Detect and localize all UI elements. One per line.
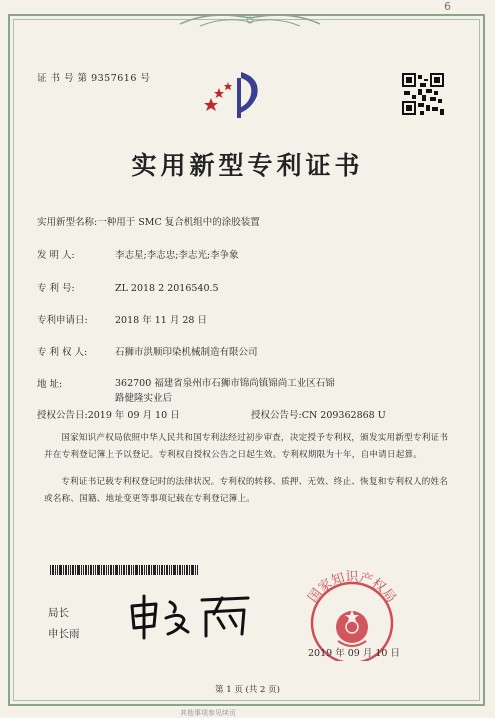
address-label: 地 址: — [37, 379, 63, 390]
top-ornament-icon — [170, 8, 330, 32]
patent-number-label: 专 利 号: — [37, 283, 75, 294]
handwritten-signature-icon — [126, 592, 256, 642]
director-title: 局长 — [48, 607, 69, 619]
inventor-row — [37, 247, 239, 261]
grant-date-label: 授权公告日: — [37, 410, 88, 421]
grant-number-label: 授权公告号: — [251, 410, 302, 421]
handwritten-page-number: 6 — [444, 0, 451, 13]
filing-date-row — [37, 312, 207, 326]
page-indicator: 第 1 页 (共 2 页) — [215, 685, 280, 695]
patent-number-row — [37, 280, 219, 294]
address-row — [37, 376, 335, 406]
address-value: 362700 福建省泉州市石狮市锦尚镇锦尚工业区石锦路健隆实业后 — [115, 378, 335, 404]
patentee-row — [37, 344, 258, 358]
grant-date-row — [37, 407, 180, 421]
utility-name-row — [37, 214, 260, 228]
seal-date: 2019 年 09 月 10 日 — [308, 648, 400, 659]
utility-name-value: 一种用于 SMC 复合机组中的涂胶装置 — [97, 217, 260, 228]
inventor-value: 李志星;李志忠;李志光;李争象 — [115, 250, 239, 261]
body-paragraph-1: 国家知识产权局依照中华人民共和国专利法经过初步审查，决定授予专利权，颁发实用新型专利证书并在专利登记簿上予以登记。专利权自授权公告之日起生效。专利权期限为十年，自申请日起算。 — [44, 433, 449, 460]
body-paragraph-2: 专利证书记载专利权登记时的法律状况。专利权的转移、质押、无效、终止、恢复和专利权人的姓名或名称、国籍、地址变更等事项记载在专利登记簿上。 — [44, 477, 449, 504]
inventor-label: 发 明 人: — [37, 250, 75, 261]
certificate-number: 证 书 号 第 9357616 号 — [37, 73, 151, 84]
svg-text:国家知识产权局: 国家知识产权局 — [305, 570, 399, 606]
director-name: 申长雨 — [48, 628, 80, 640]
continuation-note: 其他事项参见续页 — [180, 709, 236, 717]
grant-date-value: 2019 年 09 月 10 日 — [87, 410, 180, 421]
page-title: 实用新型专利证书 — [131, 151, 364, 180]
utility-name-label: 实用新型名称: — [37, 217, 98, 228]
grant-number-row — [251, 407, 386, 421]
patentee-label: 专 利 权 人: — [37, 347, 88, 358]
barcode-icon — [50, 565, 198, 575]
patent-office-logo-icon — [203, 68, 265, 120]
filing-date-label: 专利申请日: — [37, 315, 88, 326]
qr-code-icon — [402, 71, 444, 117]
patent-number-value: ZL 2018 2 2016540.5 — [115, 283, 219, 294]
patentee-value: 石狮市洪顺印染机械制造有限公司 — [115, 347, 258, 358]
filing-date-value: 2018 年 11 月 28 日 — [115, 315, 207, 326]
grant-number-value: CN 209362868 U — [301, 410, 386, 421]
